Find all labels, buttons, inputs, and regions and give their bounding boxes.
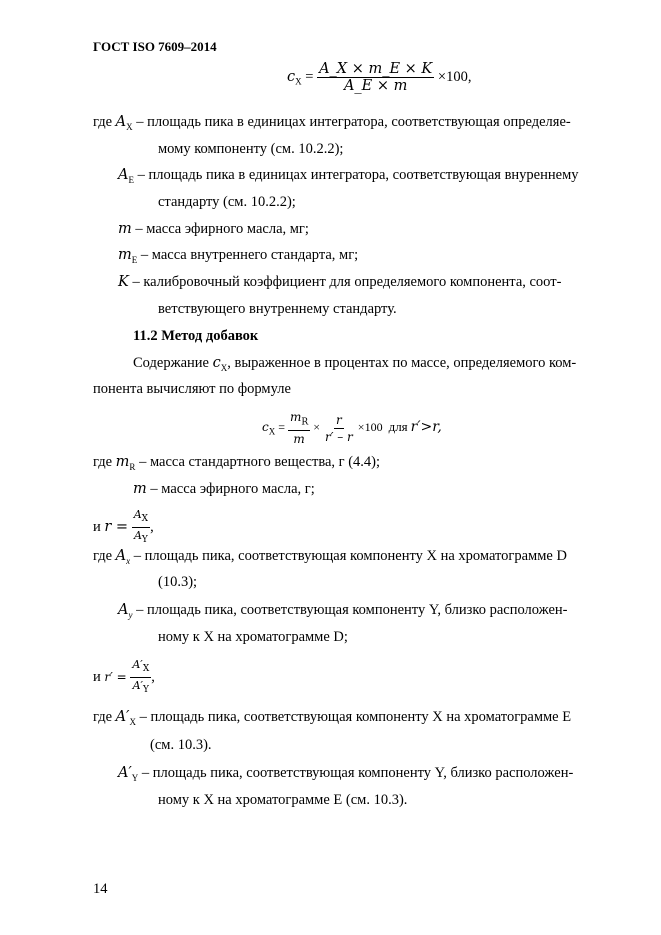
def-r-prime: и r′ = $\frac{A'_X}{A'_Y}$ , — [93, 658, 155, 696]
def-ax: где $A_X$ – площадь пика в единицах интегратора, соответствующая определяе- — [93, 114, 571, 132]
def-ay-cont: ному к X на хроматограмме D; — [158, 629, 348, 645]
def-ax-prime-cont: (см. 10.3). — [150, 737, 212, 753]
def-ax-2-cont: (10.3); — [158, 574, 198, 590]
r-fraction: $\frac{A_X}{A_Y}$ — [133, 508, 149, 546]
def-ay-prime: $A'_Y$ – площадь пика, соответствующая компоненту Y, близко расположен- — [118, 765, 574, 783]
page-number: 14 — [93, 881, 108, 897]
section-paragraph-line-2: понента вычисляют по формуле — [93, 381, 291, 397]
formula-2: $c_X$ = $\frac{m_R}{m}$ × $\frac{r}{r' - r}$ ×100 для r′>r, — [262, 410, 442, 447]
r-prime-fraction: $\frac{A'_X}{A'_Y}$ — [132, 658, 150, 696]
formula-2-fraction-1: $\frac{m_R}{m}$ — [290, 410, 309, 447]
def-ay: $A_y$ – площадь пика, соответствующая компоненту Y, близко расположен- — [118, 602, 568, 620]
formula-1: $c_X$ = $\frac{A\_X \times m\_E \times K}{A\_E \times m}$ ×100, — [287, 61, 472, 94]
section-paragraph-line-1: Содержание $c_X$, выраженное в процентах по массе, определяемого ком- — [133, 355, 577, 373]
def-ay-prime-cont: ному к X на хроматограмме E (см. 10.3). — [158, 792, 408, 808]
def-me: $m_E$ – масса внутреннего стандарта, мг; — [118, 247, 359, 265]
def-ae: $A_E$ – площадь пика в единицах интегратора, соответствующая внуреннему — [118, 167, 579, 185]
def-m-2: m – масса эфирного масла, г; — [133, 481, 315, 497]
def-r: и r = $\frac{A_X}{A_Y}$ , — [93, 508, 154, 546]
def-ax-2: где $A_x$ – площадь пика, соответствующая компоненту X на хроматограмме D — [93, 548, 567, 566]
def-k: K – калибровочный коэффициент для определяемого компонента, соот- — [118, 274, 562, 290]
standard-header: ГОСТ ISO 7609–2014 — [93, 39, 217, 54]
def-ax-prime: где $A'_X$ – площадь пика, соответствующая компоненту X на хроматограмме E — [93, 709, 572, 727]
def-k-cont: ветствующего внутреннему стандарту. — [158, 301, 397, 317]
def-mr: где $m_R$ – масса стандартного вещества, г (4.4); — [93, 454, 381, 472]
section-heading: 11.2 Метод добавок — [133, 328, 259, 344]
def-ae-cont: стандарту (см. 10.2.2); — [158, 194, 296, 210]
def-ax-cont: мому компоненту (см. 10.2.2); — [158, 141, 344, 157]
def-m: m – масса эфирного масла, мг; — [118, 221, 309, 237]
formula-2-fraction-2: $\frac{r}{r' - r}$ — [324, 412, 353, 444]
formula-1-fraction: $\frac{A\_X \times m\_E \times K}{A\_E \times m}$ — [319, 61, 433, 94]
